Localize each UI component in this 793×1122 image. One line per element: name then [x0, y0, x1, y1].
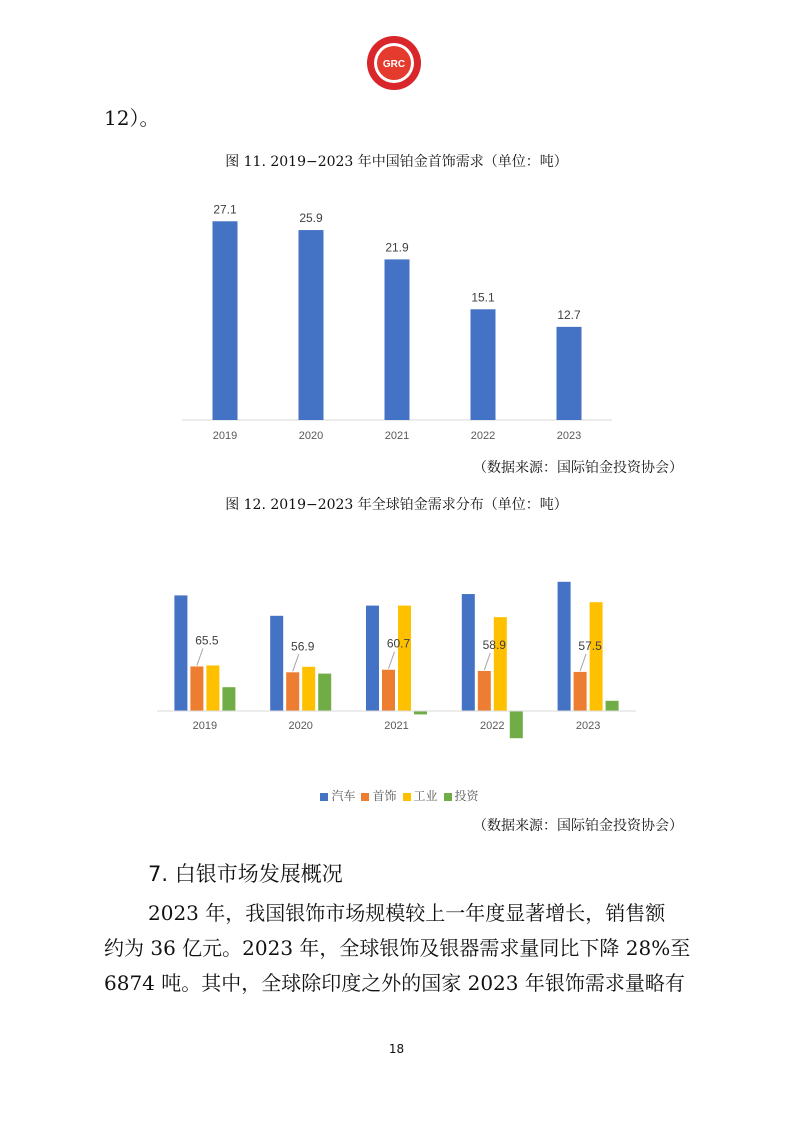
bar-工业-2021	[398, 606, 411, 711]
bar-首饰-2020	[286, 672, 299, 711]
leader-line-2019	[197, 648, 203, 665]
data-label-2023: 12.7	[557, 307, 581, 322]
leader-line-2023	[580, 654, 586, 671]
section-title: 7. 白银市场发展概况	[148, 862, 343, 886]
legend-item-工业	[397, 787, 438, 804]
bar-汽车-2019	[174, 595, 187, 711]
tick-label-2019: 2019	[192, 720, 218, 732]
legend-swatch	[320, 793, 328, 801]
tick-label-2021: 2021	[384, 430, 410, 442]
legend-label: 汽车	[331, 789, 356, 803]
logo-text: GRC	[382, 59, 406, 70]
tick-label-2020: 2020	[288, 720, 313, 732]
legend-item-首饰	[355, 787, 396, 804]
body-line-2: 约为 36 亿元。2023 年，全球银饰及银器需求量同比下降 28%至	[104, 936, 691, 960]
bar-汽车-2023	[558, 582, 571, 711]
leader-line-2020	[293, 654, 299, 671]
data-label-2021: 21.9	[385, 240, 409, 255]
data-label-2020: 25.9	[299, 211, 323, 226]
bar-首饰-2022	[478, 671, 491, 711]
figure11-source: （数据来源：国际铂金投资协会）	[473, 460, 683, 476]
figure11-caption: 图 11. 2019−2023 年中国铂金首饰需求（单位：吨）	[225, 154, 568, 170]
legend-swatch	[444, 793, 452, 801]
data-label-2019: 27.1	[213, 202, 237, 217]
legend-item-汽车	[314, 787, 355, 804]
data-label-2022: 58.9	[482, 637, 506, 652]
tick-label-2023: 2023	[556, 430, 582, 442]
figure12-caption: 图 12. 2019−2023 年全球铂金需求分布（单位：吨）	[225, 497, 568, 513]
data-label-2022: 15.1	[471, 290, 495, 305]
chart-legend	[0, 787, 793, 804]
bar-首饰-2019	[190, 666, 203, 711]
bar-工业-2023	[590, 602, 603, 711]
tick-label-2022: 2022	[470, 430, 496, 442]
data-label-2020: 56.9	[291, 639, 315, 654]
tick-label-2020: 2020	[298, 430, 324, 442]
leader-line-2021	[389, 652, 395, 669]
legend-swatch	[403, 793, 411, 801]
bar-投资-2021	[414, 711, 427, 714]
bar-工业-2022	[494, 617, 507, 711]
data-label-2023: 57.5	[578, 638, 602, 653]
tick-label-2021: 2021	[384, 720, 409, 732]
bar-工业-2019	[206, 665, 219, 711]
legend-swatch	[361, 793, 369, 801]
tick-label-2019: 2019	[212, 430, 238, 442]
body-line-1: 2023 年，我国银饰市场规模较上一年度显著增长，销售额	[148, 901, 666, 925]
data-label-2021: 60.7	[386, 636, 411, 651]
bar-投资-2020	[318, 674, 331, 711]
bar-首饰-2021	[382, 670, 395, 711]
intro-line: 12）。	[104, 106, 160, 130]
body-line-3: 6874 吨。其中，全球除印度之外的国家 2023 年银饰需求量略有	[104, 971, 685, 995]
bar-投资-2023	[606, 701, 619, 711]
bar-工业-2020	[302, 667, 315, 711]
tick-label-2023: 2023	[575, 720, 601, 732]
bar-汽车-2020	[270, 616, 283, 711]
tick-label-2022: 2022	[480, 720, 505, 732]
figure12-source: （数据来源：国际铂金投资协会）	[473, 818, 683, 834]
page-number: 18	[388, 1042, 405, 1056]
bar-首饰-2023	[574, 672, 587, 711]
legend-item-投资	[438, 787, 479, 804]
bar-投资-2019	[222, 687, 235, 711]
bar-汽车-2022	[462, 594, 475, 711]
legend-label: 投资	[454, 789, 479, 803]
leader-line-2022	[484, 653, 490, 670]
bar-投资-2022	[510, 711, 523, 738]
bar-汽车-2021	[366, 606, 379, 711]
data-label-2019: 65.5	[195, 633, 219, 648]
legend-label: 首饰	[372, 789, 397, 803]
legend-label: 工业	[413, 789, 438, 803]
